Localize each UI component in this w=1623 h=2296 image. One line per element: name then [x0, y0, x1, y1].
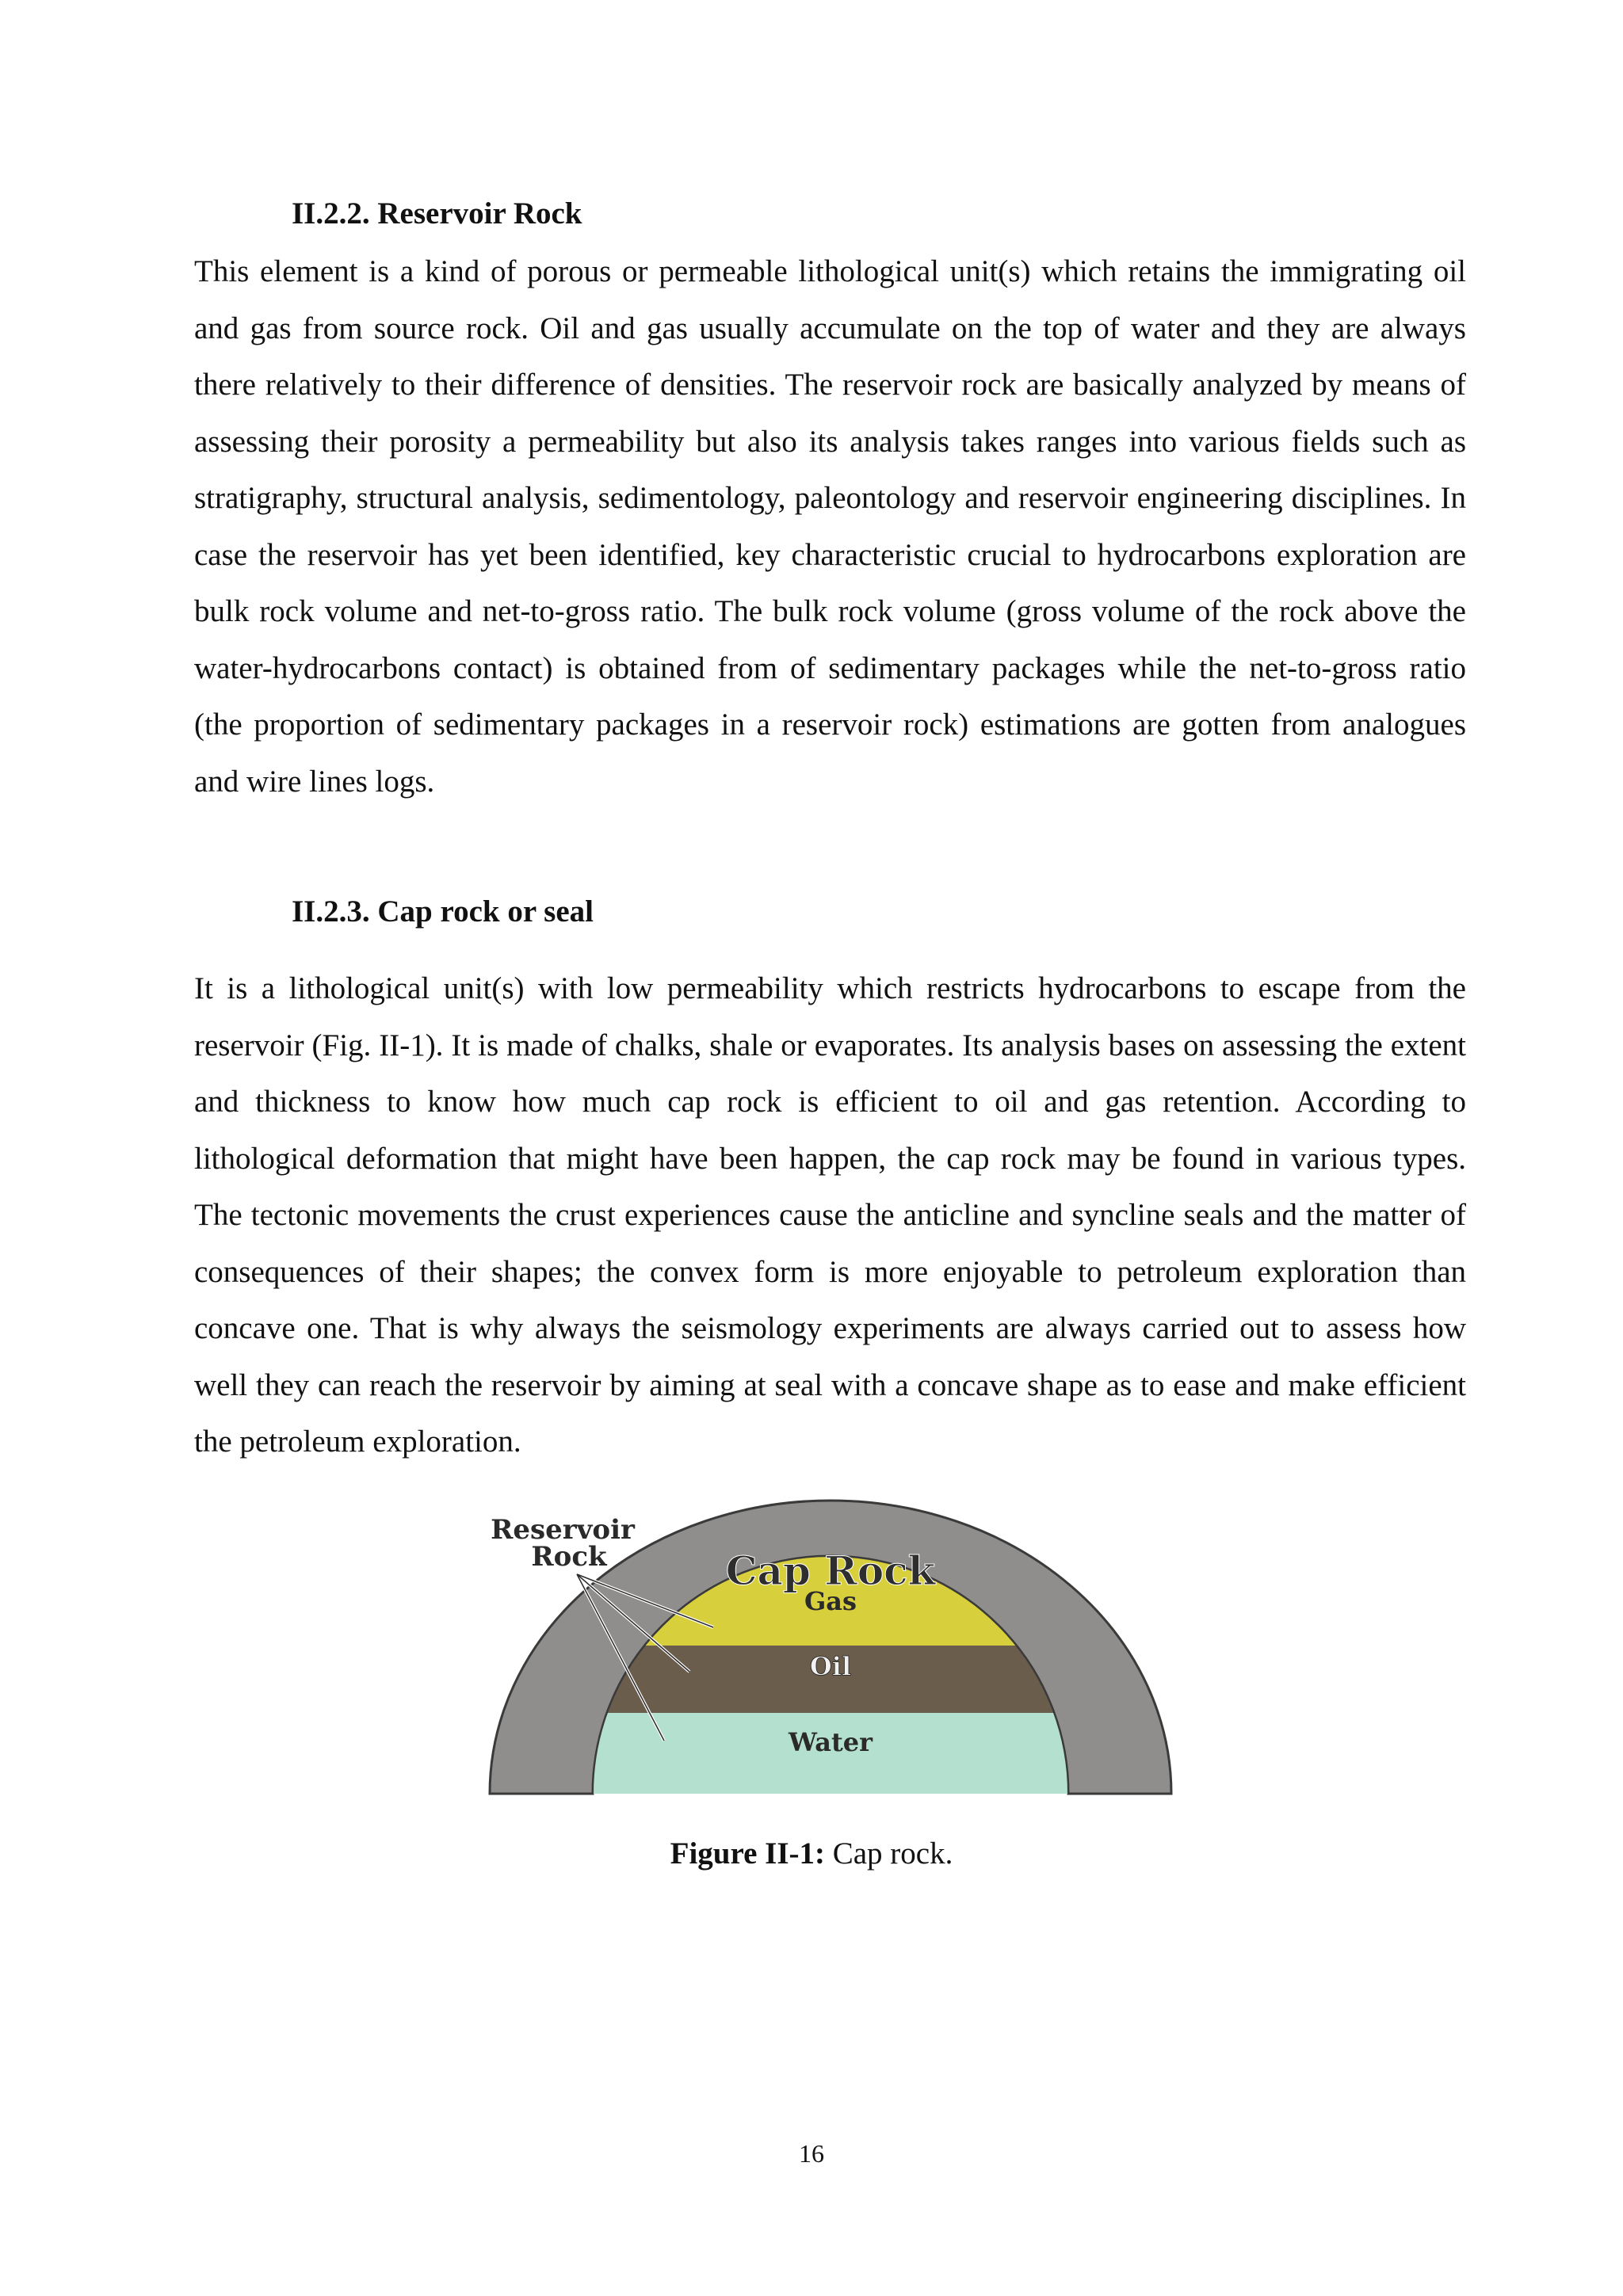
gas-label: Gas [804, 1586, 857, 1616]
figure-caption [0, 1835, 1623, 1873]
oil-label: Oil [809, 1651, 852, 1681]
cap-rock-diagram [482, 1499, 1179, 1800]
section-heading-cap-rock: II.2.3. Cap rock or seal [292, 894, 594, 929]
figure-caption-text: Cap rock. [824, 1836, 953, 1871]
cap-rock-label: Cap Rock [725, 1547, 936, 1594]
figure-caption-label: Figure II-1: [670, 1836, 825, 1871]
page-number: 16 [799, 2139, 824, 2168]
figure-cap-rock [482, 1499, 1179, 1800]
water-label: Water [789, 1727, 873, 1757]
section-heading-reservoir-rock: II.2.2. Reservoir Rock [292, 196, 582, 231]
reservoir-label-line2: Rock [531, 1541, 607, 1573]
paragraph-cap-rock: It is a lithological unit(s) with low permeability which restricts hydrocarbons to escape from the reservoir (Fig. II-1). It is made of chalks, shale or evaporates. Its analysis bases on assessing the extent and thickness to know how much cap rock is efficient to oil and gas retention. According to lithological deformation that might have been happen, the cap rock may be found in various types. The tectonic movements the crust experiences cause the anticline and syncline seals and the matter of consequences of their shapes; the convex form is more enjoyable to petroleum exploration than concave one. That is why always the seismology experiments are always carried out to assess how well they can reach the reservoir by aiming at seal with a concave shape as to ease and make efficient the petroleum exploration. [194, 971, 1466, 1459]
paragraph-reservoir-rock: This element is a kind of porous or permeable lithological unit(s) which retains the immigrating oil and gas from source rock. Oil and gas usually accumulate on the top of water and they are always there relatively to their difference of densities. The reservoir rock are basically analyzed by means of assessing their porosity a permeability but also its analysis takes ranges into various fields such as stratigraphy, structural analysis, sedimentology, paleontology and reservoir engineering disciplines. In case the reservoir has yet been identified, key characteristic crucial to hydrocarbons exploration are bulk rock volume and net-to-gross ratio. The bulk rock volume (gross volume of the rock above the water-hydrocarbons contact) is obtained from of sedimentary packages while the net-to-gross ratio (the proportion of sedimentary packages in a reservoir rock) estimations are gotten from analogues and wire lines logs. [194, 254, 1466, 799]
reservoir-label-line1: Reservoir [491, 1514, 635, 1546]
